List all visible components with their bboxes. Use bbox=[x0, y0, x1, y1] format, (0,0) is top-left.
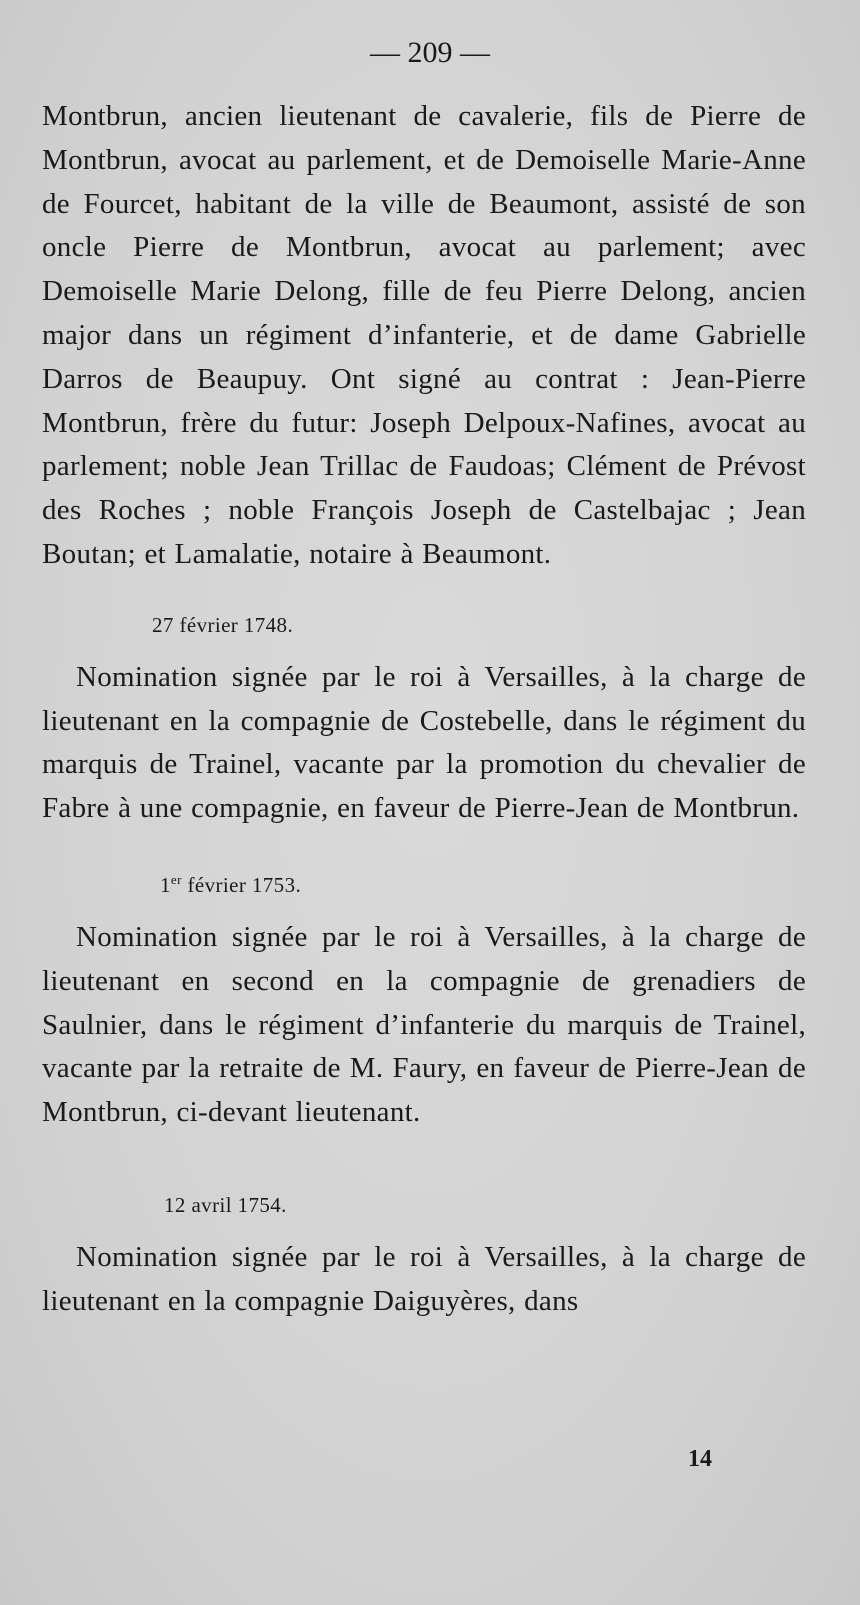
page-body bbox=[42, 95, 806, 1324]
entry-date bbox=[160, 871, 806, 897]
date-rest: février 1753. bbox=[181, 872, 302, 897]
paragraph-marriage-contract: Montbrun, ancien lieutenant de cavalerie, fils de Pierre de Montbrun, avocat au parlement, et de Demoiselle Marie-Anne de Fourcet, habitant de la ville de Beaumont, assisté de son oncle Pierre de Montbrun, avocat au parlement; avec Demoiselle Marie Delong, fille de feu Pierre Delong, ancien major dans un régiment d’infanterie, et de dame Gabrielle Darros de Beaupuy. Ont signé au contrat : Jean-Pierre Montbrun, frère du futur: Joseph Delpoux-Nafines, avocat au parlement; noble Jean Trillac de Faudoas; Clément de Prévost des Roches ; noble François Joseph de Castelbajac ; Jean Boutan; et Lamalatie, notaire à Beaumont. bbox=[42, 100, 806, 570]
paragraph-nomination-1754: Nomination signée par le roi à Versailles, à la charge de lieutenant en la compagnie Daiguyères, dans bbox=[42, 1240, 806, 1317]
paragraph-nomination-1753: Nomination signée par le roi à Versailles, à la charge de lieutenant en second en la compagnie de grenadiers de Saulnier, dans le régiment d’infanterie du marquis de Trainel, vacante par la retraite de M. Faury, en faveur de Pierre-Jean de Montbrun, ci-devant lieutenant. bbox=[42, 920, 806, 1129]
date-ordinal-suffix: er bbox=[170, 871, 182, 887]
paragraph-nomination-1748: Nomination signée par le roi à Versailles, à la charge de lieutenant en la compagnie de Costebelle, dans le régiment du marquis de Trainel, vacante par la promotion du chevalier de Fabre à une compagnie, en faveur de Pierre-Jean de Montbrun. bbox=[42, 660, 806, 825]
entry-date: 27 février 1748. bbox=[152, 612, 294, 637]
date-day: 1 bbox=[160, 872, 171, 897]
page-number: — 209 — bbox=[370, 36, 490, 69]
entry-date: 12 avril 1754. bbox=[164, 1192, 287, 1217]
signature-mark: 14 bbox=[688, 1446, 712, 1472]
